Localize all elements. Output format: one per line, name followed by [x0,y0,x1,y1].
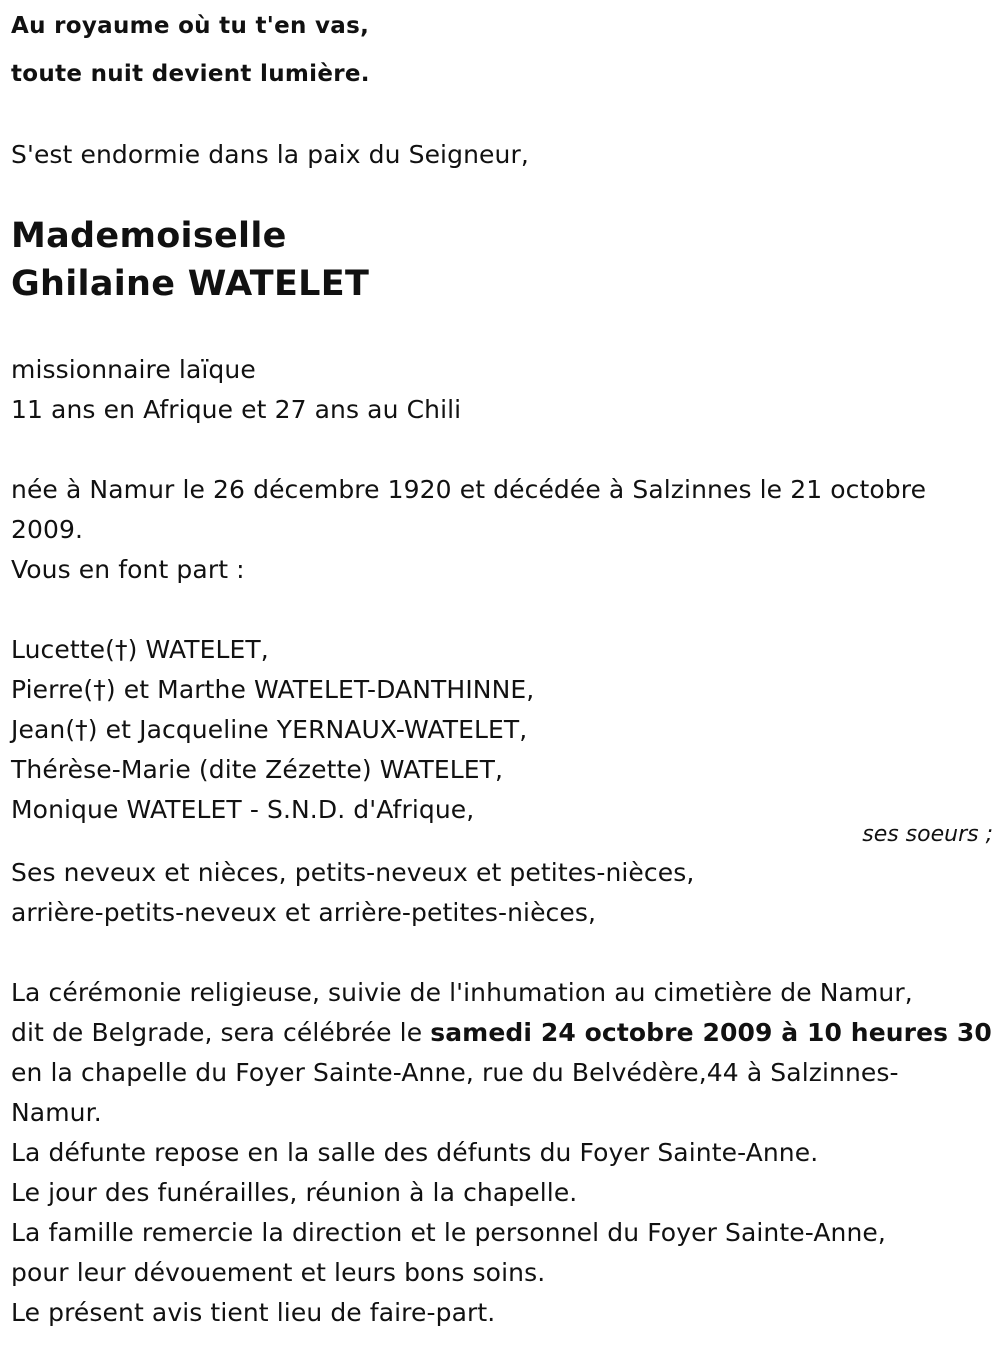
closing-line: La défunte repose en la salle des défunts du Foyer Sainte-Anne. [11,1138,819,1167]
closing-line: pour leur dévouement et leurs bons soins. [11,1258,546,1287]
intro-text: S'est endormie dans la paix du Seigneur, [11,140,529,169]
family-line: Monique WATELET - S.N.D. d'Afrique, [11,795,475,824]
ceremony-line-3: en la chapelle du Foyer Sainte-Anne, rue du Belvédère,44 à Salzinnes- [11,1058,899,1087]
closing-line: La famille remercie la direction et le personnel du Foyer Sainte-Anne, [11,1218,886,1247]
ceremony-text: dit de Belgrade, sera célébrée le [11,1018,431,1047]
ceremony-line-2 [11,1018,992,1048]
announce-text: Vous en font part : [11,555,245,584]
family-line: Pierre(†) et Marthe WATELET-DANTHINNE, [11,675,535,704]
family-line: Jean(†) et Jacqueline YERNAUX-WATELET, [11,715,528,744]
dates-line-2: 2009. [11,515,84,544]
ceremony-line-4: Namur. [11,1098,102,1127]
deceased-title: Mademoiselle [11,216,287,256]
sisters-label: ses soeurs ; [862,822,993,847]
role-line-1: missionnaire laïque [11,355,256,384]
epigraph-line-1: Au royaume où tu t'en vas, [11,13,370,39]
ceremony-line-1: La cérémonie religieuse, suivie de l'inhumation au cimetière de Namur, [11,978,913,1007]
epigraph-line-2: toute nuit devient lumière. [11,61,370,87]
nieces-line: arrière-petits-neveux et arrière-petites-nièces, [11,898,597,927]
nieces-line: Ses neveux et nièces, petits-neveux et petites-nièces, [11,858,695,887]
role-line-2: 11 ans en Afrique et 27 ans au Chili [11,395,462,424]
dates-line-1: née à Namur le 26 décembre 1920 et décédée à Salzinnes le 21 octobre [11,475,927,504]
ceremony-datetime: samedi 24 octobre 2009 à 10 heures 30 [430,1018,992,1047]
family-line: Lucette(†) WATELET, [11,635,269,664]
closing-line: Le présent avis tient lieu de faire-part. [11,1298,496,1327]
deceased-name: Ghilaine WATELET [11,264,370,304]
closing-line: Le jour des funérailles, réunion à la chapelle. [11,1178,578,1207]
family-line: Thérèse-Marie (dite Zézette) WATELET, [11,755,504,784]
